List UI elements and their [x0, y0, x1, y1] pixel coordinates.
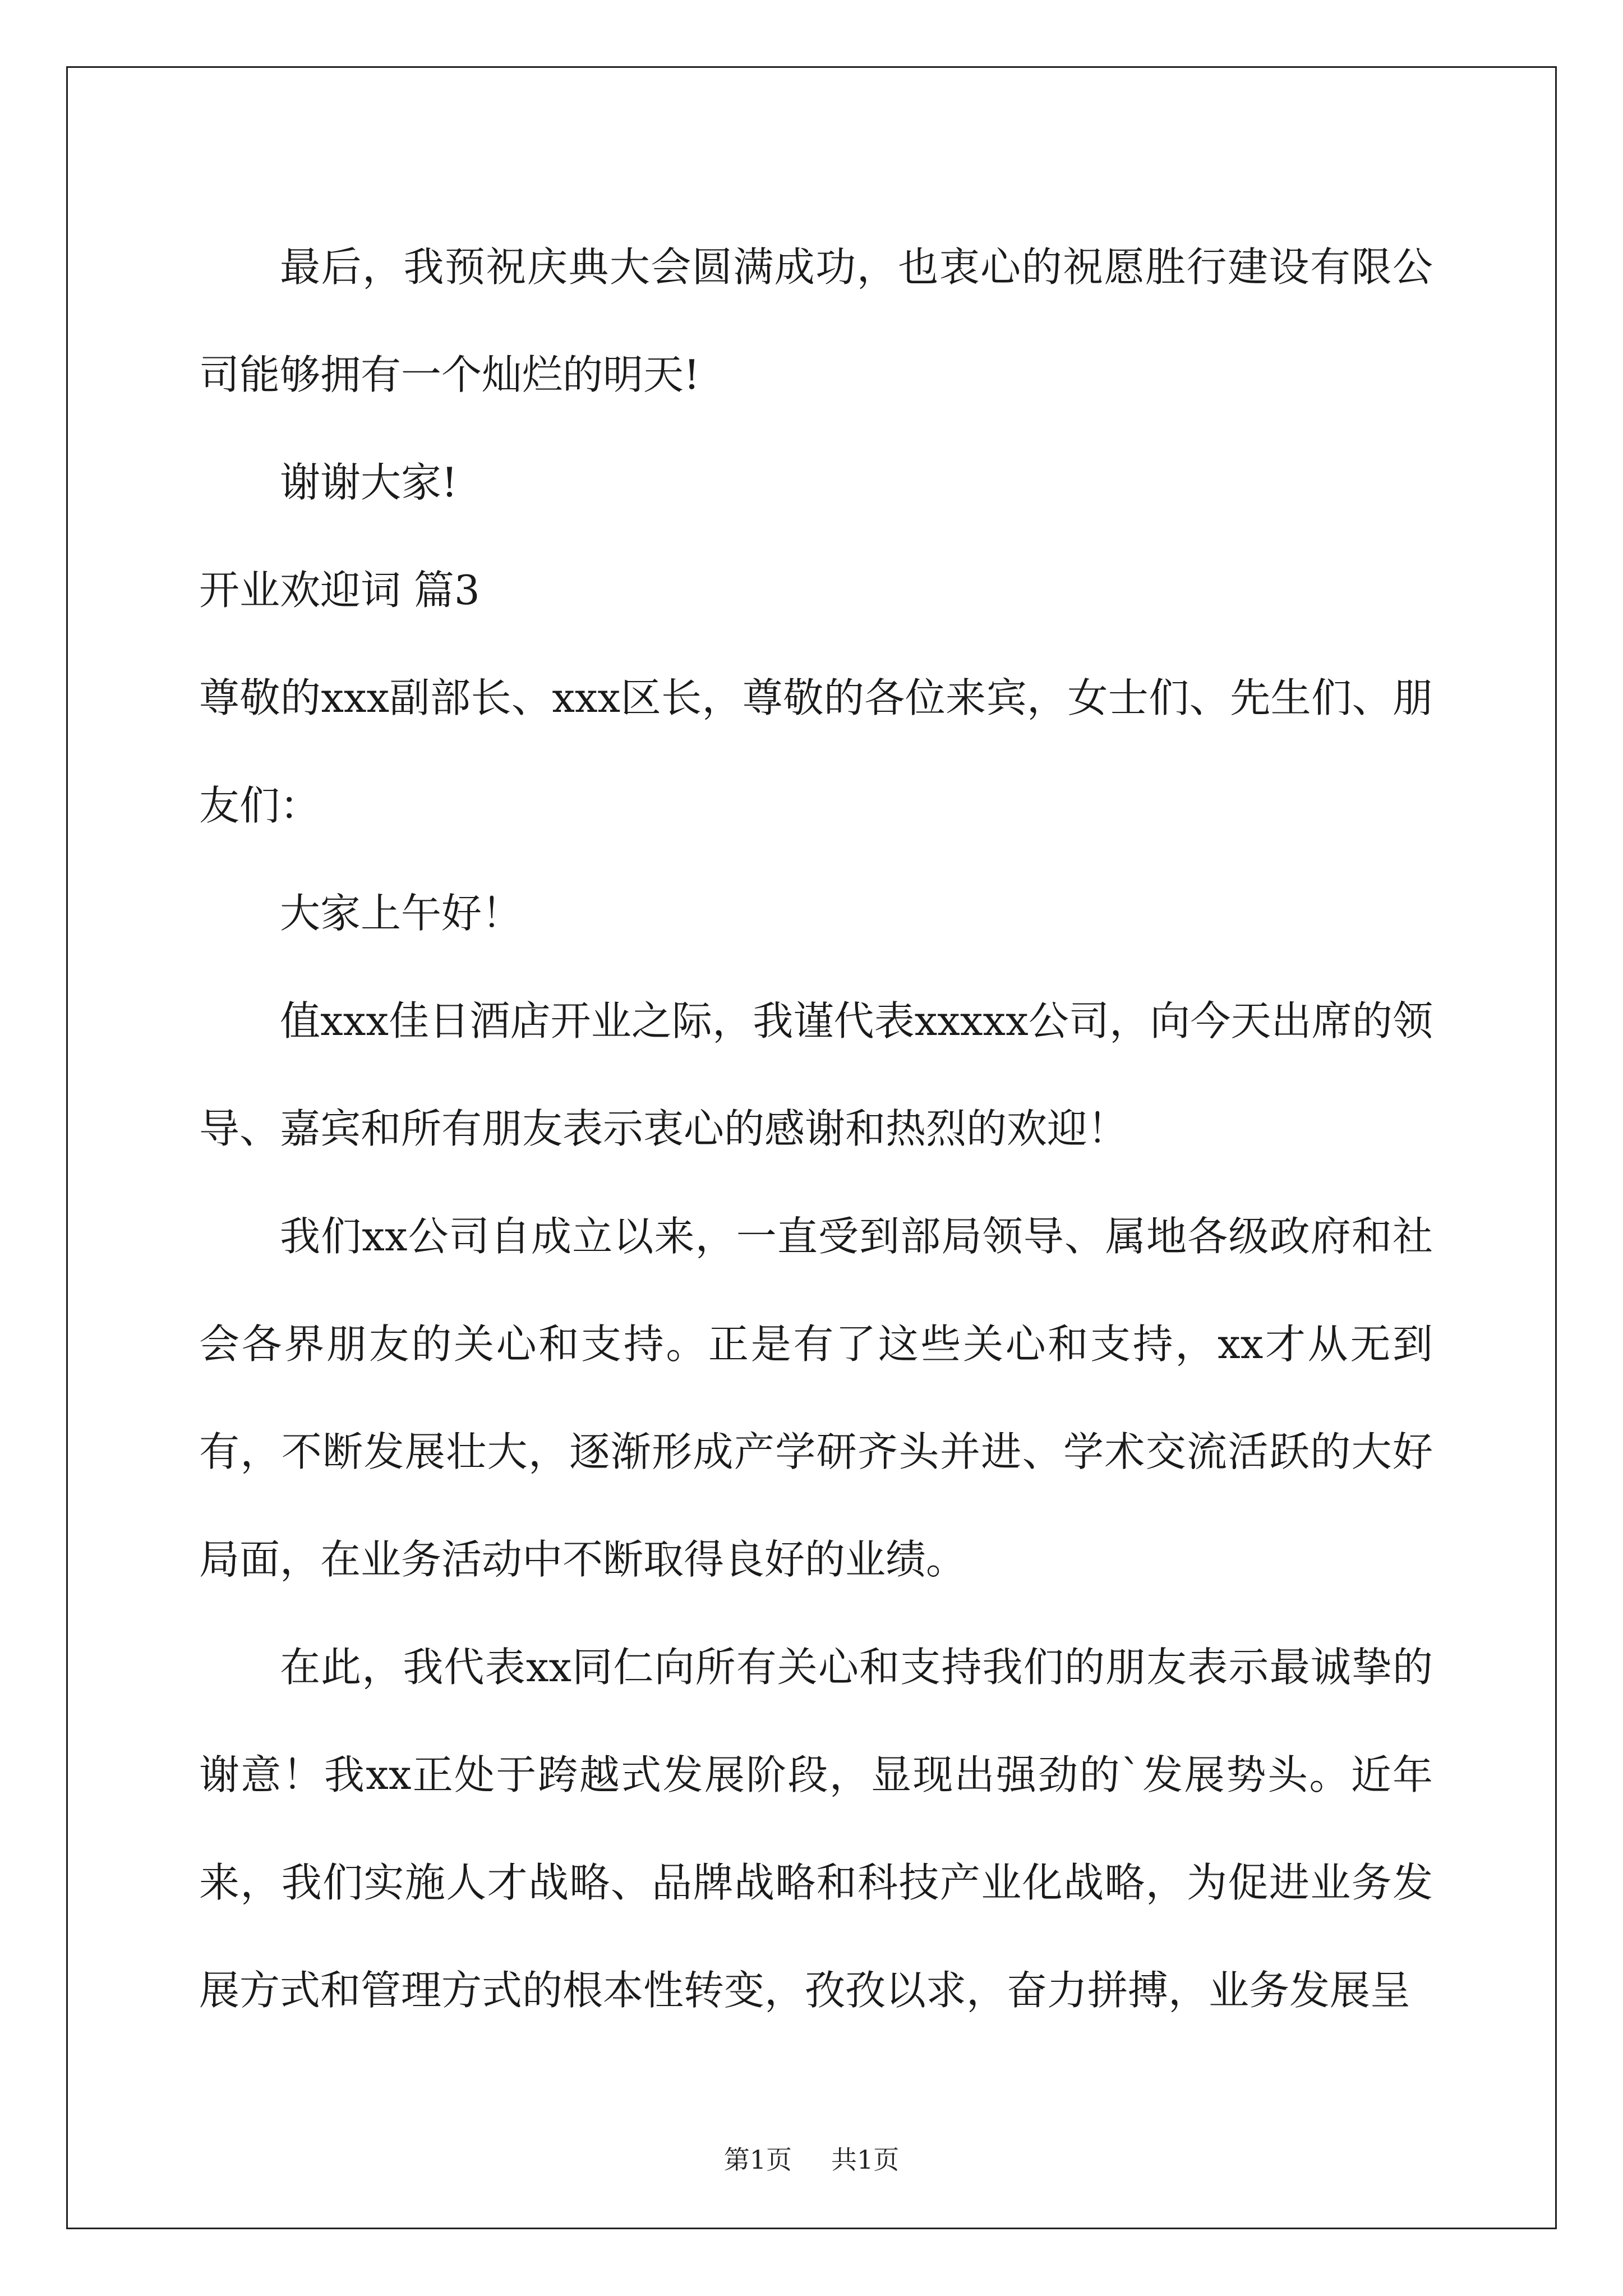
section-heading: 开业欢迎词 篇3: [199, 567, 480, 614]
page-total: 共1页: [831, 2145, 900, 2175]
paragraph-closing-wishes: 最后，我预祝庆典大会圆满成功，也衷心的祝愿胜行建设有限公司能够拥有一个灿烂的明天!: [199, 243, 1433, 398]
document-body: [199, 213, 1433, 2044]
paragraph-welcome: 值xxx佳日酒店开业之际，我谨代表xxxxx公司，向今天出席的领导、嘉宾和所有朋友表示衷心的感谢和热烈的欢迎！: [199, 997, 1433, 1152]
paragraph-salutation: 尊敬的xxx副部长、xxx区长，尊敬的各位来宾，女士们、先生们、朋友们：: [199, 674, 1433, 829]
paragraph-thanks: 谢谢大家!: [280, 459, 458, 506]
page-number: 第1页: [723, 2145, 792, 2175]
paragraph-company-history: 我们xx公司自成立以来，一直受到部局领导、属地各级政府和社会各界朋友的关心和支持。正是有了这些关心和支持，xx才从无到有，不断发展壮大，逐渐形成产学研齐头并进、学术交流活跃的大好局面，在业务活动中不断取得良好的业绩。: [199, 1213, 1433, 1583]
paragraph-greeting: 大家上午好！: [280, 890, 523, 937]
paragraph-gratitude-development: 在此，我代表xx同仁向所有关心和支持我们的朋友表示最诚挚的谢意！我xx正处于跨越式发展阶段，显现出强劲的`发展势头。近年来，我们实施人才战略、品牌战略和科技产业化战略，为促进业务发展方式和管理方式的根本性转变，孜孜以求，奋力拼搏，业务发展呈: [199, 1644, 1433, 2014]
page-footer: [0, 2143, 1623, 2177]
